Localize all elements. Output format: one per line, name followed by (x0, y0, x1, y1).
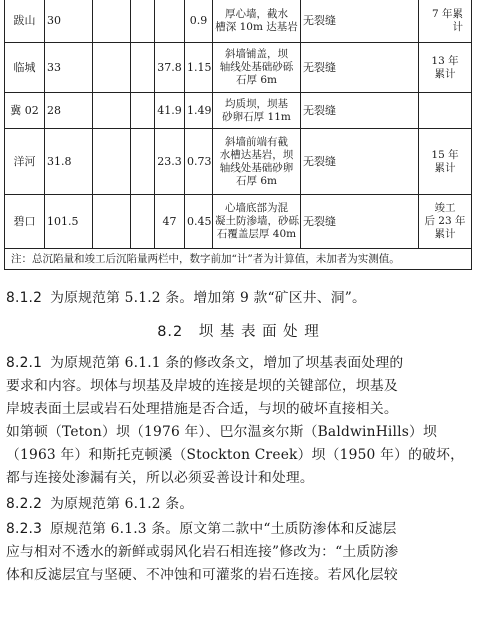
section-8-1-2 (6, 287, 474, 310)
foundation-description-cell (213, 43, 301, 93)
dam-height-cell: 33 (45, 43, 93, 93)
paragraph-line: 岸坡表面土层或岩石处理措施是否合适，与坝的破坏直接相关。 (6, 401, 398, 417)
paragraph-line: 如第顿（Teton）坝（1976 年）、巴尔温亥尔斯（BaldwinHills）坝 (6, 424, 438, 440)
table-cell: 23.3 (155, 129, 185, 195)
description-line: 轴线处基础砂砾 (219, 61, 294, 73)
table-cell (93, 43, 131, 93)
note-cell (419, 93, 472, 129)
section-8-2-2 (6, 493, 474, 516)
table-cell (131, 0, 155, 43)
section-number: 8.2.2 (6, 496, 43, 512)
table-cell (93, 195, 131, 249)
dam-height-cell: 101.5 (45, 195, 93, 249)
section-number: 8.2.1 (6, 355, 43, 371)
table-cell: 37.8 (155, 43, 185, 93)
foundation-description-cell (213, 93, 301, 129)
section-heading-8-2: 8.2 坝 基 表 面 处 理 (157, 324, 320, 340)
note-line: 竣工 (434, 202, 456, 214)
table-row (5, 93, 472, 129)
table-cell: 47 (155, 195, 185, 249)
note-cell (419, 43, 472, 93)
foundation-description-cell (213, 0, 301, 43)
table-row (5, 43, 472, 93)
paragraph-line: 体和反滤层宜与坚硬、不冲蚀和可灌浆的岩石连接。若风化层较 (6, 567, 398, 583)
section-text: 为原规范第 6.1.2 条。 (50, 496, 194, 512)
note-line: 后 23 年 (424, 215, 466, 227)
paragraph-line: 都与连接处渗漏有关，所以必须妥善设计和处理。 (6, 470, 314, 486)
dam-name-cell: 临城 (5, 43, 45, 93)
crack-status-cell: 无裂缝 (301, 129, 419, 195)
table-cell: 1.49 (185, 93, 213, 129)
section-number: 8.1.2 (6, 290, 43, 306)
description-line: 斜墙铺盖，坝 (225, 48, 288, 60)
table-cell (131, 43, 155, 93)
note-line: 计 (452, 20, 463, 33)
table-row (5, 0, 472, 43)
table-cell (93, 129, 131, 195)
description-line: 石厚 6m (236, 74, 277, 86)
crack-status-cell: 无裂缝 (301, 93, 419, 129)
foundation-description-cell (213, 195, 301, 249)
table-cell (131, 93, 155, 129)
description-line: 槽深 10m 达基岩 (215, 20, 298, 33)
table-footnote: 注：总沉陷量和竣工后沉陷量两栏中，数字前加“计”者为计算值，未加者为实测值。 (5, 249, 472, 270)
description-line: 水槽达基岩，坝 (219, 148, 294, 161)
table-cell: 0.9 (185, 0, 213, 43)
section-8-2-3 (6, 518, 474, 587)
note-cell (419, 0, 472, 43)
foundation-description-cell (213, 129, 301, 195)
dam-name-cell: 冀 02 (5, 93, 45, 129)
description-line: 石厚 6m (236, 174, 277, 187)
section-text: 为原规范第 6.1.1 条的修改条文，增加了坝基表面处理的 (50, 355, 404, 371)
dam-height-cell: 28 (45, 93, 93, 129)
dam-name-cell: 跋山 (5, 0, 45, 43)
note-line: 15 年 (431, 148, 459, 161)
table-cell (131, 195, 155, 249)
note-line: 13 年 (431, 54, 459, 67)
table-cell: 1.15 (185, 43, 213, 93)
table-cell (131, 129, 155, 195)
dam-name-cell: 碧口 (5, 195, 45, 249)
description-line: 凝土防渗墙，砂砾 (215, 215, 299, 227)
table-cell (155, 0, 185, 43)
paragraph-line: （1963 年）和斯托克顿溪（Stockton Creek）坝（1950 年）的破坏， (6, 447, 465, 463)
section-8-2-1 (6, 352, 474, 490)
table-cell: 0.73 (185, 129, 213, 195)
description-line: 厚心墙，截水 (225, 7, 288, 20)
note-line: 累计 (434, 67, 456, 80)
note-line: 累计 (434, 228, 456, 240)
description-line: 均质坝，坝基 (225, 97, 288, 110)
dam-settlement-table (4, 0, 472, 270)
crack-status-cell: 无裂缝 (301, 43, 419, 93)
table-cell: 0.45 (185, 195, 213, 249)
crack-status-cell: 无裂缝 (301, 195, 419, 249)
description-line: 石覆盖层厚 40m (216, 228, 297, 240)
crack-status-cell: 无裂缝 (301, 0, 419, 43)
table-row (5, 195, 472, 249)
description-line: 斜墙前端有截 (225, 135, 288, 148)
paragraph-line (6, 352, 474, 375)
paragraph-line (6, 518, 474, 541)
dam-height-cell: 31.8 (45, 129, 93, 195)
table-cell (93, 93, 131, 129)
paragraph-line: 要求和内容。坝体与坝基及岸坡的连接是坝的关键部位，坝基及 (6, 378, 398, 394)
description-line: 轴线处基础砂卵 (219, 161, 294, 174)
table-cell (93, 0, 131, 43)
note-cell (419, 129, 472, 195)
table-footnote-row (5, 249, 472, 270)
table-row (5, 129, 472, 195)
paragraph-line: 应与相对不透水的新鲜或弱风化岩石相连接”修改为：“土质防渗 (6, 544, 399, 560)
section-text: 原规范第 6.1.3 条。原文第二款中“土质防渗体和反滤层 (50, 521, 397, 537)
note-cell (419, 195, 472, 249)
note-line: 累计 (434, 161, 456, 174)
table-cell: 41.9 (155, 93, 185, 129)
dam-name-cell: 洋河 (5, 129, 45, 195)
dam-height-cell: 30 (45, 0, 93, 43)
description-line: 心墙底部为混 (225, 202, 288, 214)
note-line: 7 年累 (431, 7, 463, 20)
section-text: 为原规范第 5.1.2 条。增加第 9 款“矿区井、洞”。 (50, 290, 366, 306)
description-line: 砂卵石厚 11m (222, 110, 291, 123)
section-number: 8.2.3 (6, 521, 43, 537)
